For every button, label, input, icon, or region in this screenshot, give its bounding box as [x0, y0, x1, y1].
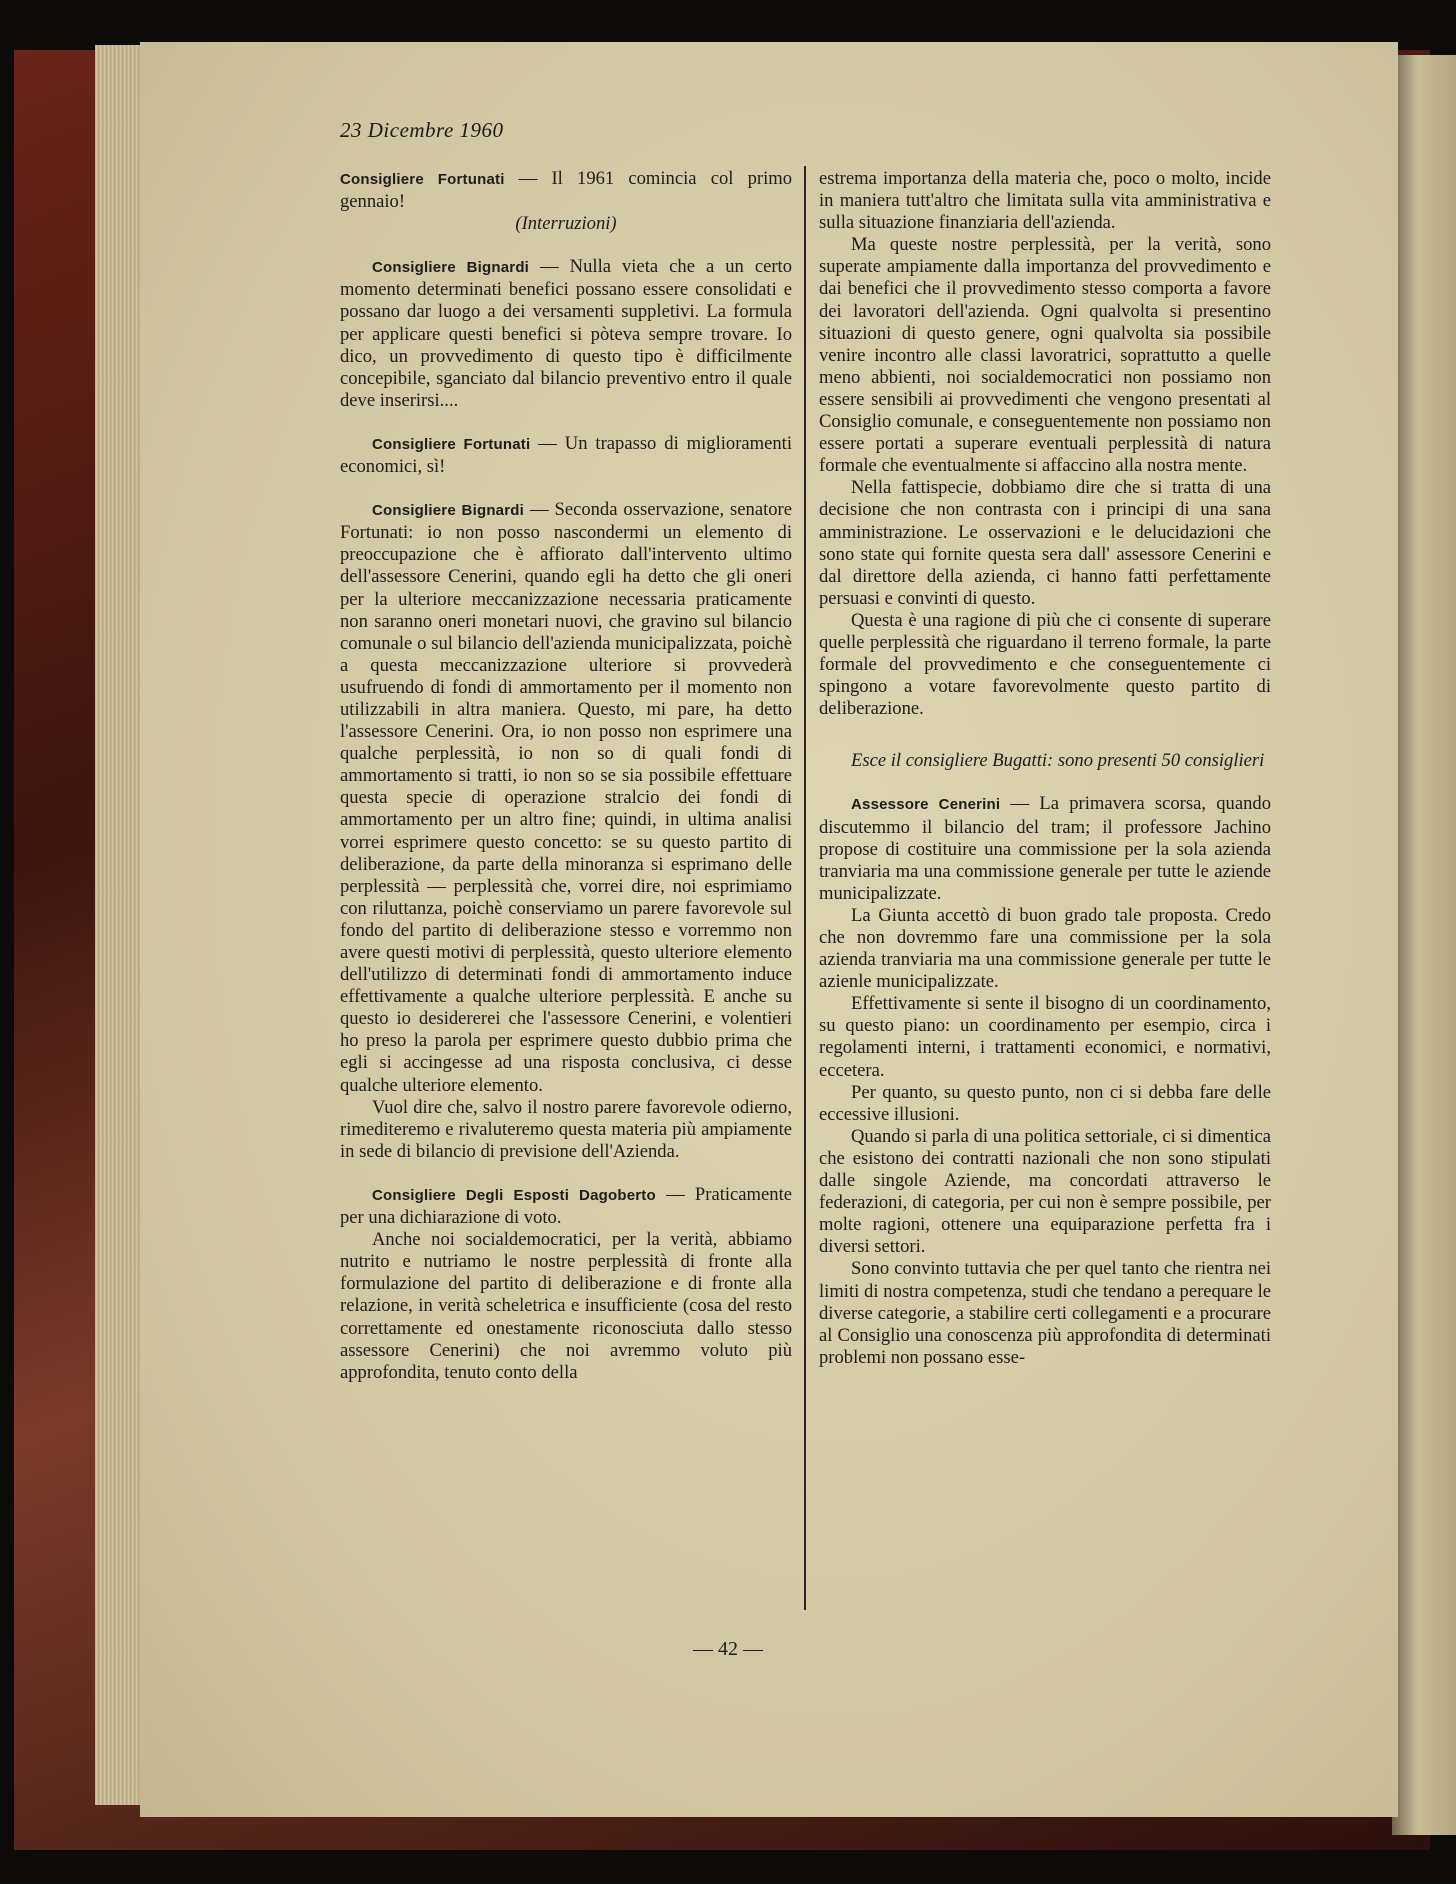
paragraph: Nella fattispecie, dobbiamo dire che si tratta di una decisione che non contrasta con i principi di una sana amministrazione. Le osservazioni e le delucidazioni che sono state qui fornite questa sera dall' assessore Cenerini e dal direttore della azienda, ci hanno fatti perfettamente persuasi e convinti di questo.	[819, 477, 1271, 609]
speaker-name: Assessore Cenerini	[851, 796, 1001, 814]
page-date-header: 23 Dicembre 1960	[340, 118, 504, 142]
right-column	[819, 168, 1271, 1369]
speaker-name: Consigliere Degli Esposti Dagoberto	[372, 1186, 656, 1204]
paragraph-text: — Nulla vieta che a un certo momento determinati benefici possano essere consolidati e possano dar luogo a dei versamenti suppletivi. La formula per applicare questi benefici si pòteva sempre trovare. Io dico, un provvedimento di questo tipo è difficilmente concepibile, sganciato dal bilancio preventivo entro il quale deve inserirsi....	[340, 256, 792, 411]
paragraph: La Giunta accettò di buon grado tale proposta. Credo che non dovremmo fare una commissione per la sola azienda tranviaria ma una commissione generale per tutte le azienle municipalizzate.	[819, 904, 1271, 993]
paragraph: Sono convinto tuttavia che per quel tanto che rientra nei limiti di nostra competenza, studi che tendano a perequare le diverse categorie, a stabilire certi collegamenti e a procurare al Consiglio una conoscenza più approfondita di determinati problemi non possano esse-	[819, 1258, 1271, 1368]
paragraph	[340, 168, 792, 213]
paragraph: Quando si parla di una politica settoriale, ci si dimentica che esistono dei contratti nazionali che non sono stipulati dalle singole Aziende, ma concordati attraverso le federazioni, di categoria, per cui non è sempre possibile, per molte ragioni, ottenere una equiparazione perfetta fra i diversi settori.	[819, 1125, 1271, 1258]
paragraph: estrema importanza della materia che, poco o molto, incide in maniera tutt'altro che limitata sulla vita amministrativa e sulla situazione finanziaria dell'azienda.	[819, 168, 1271, 234]
attendance-note: Esce il consigliere Bugatti: sono presenti 50 consiglieri	[851, 750, 1265, 772]
paragraph	[340, 499, 792, 1097]
paragraph: Effettivamente si sente il bisogno di un coordinamento, su questo piano: un coordinamento per esempio, circa i regolamenti interni, i trattamenti economici, e normativi, eccetera.	[819, 993, 1271, 1081]
column-divider	[804, 166, 806, 1610]
paragraph: Vuol dire che, salvo il nostro parere favorevole odierno, rimediteremo e rivaluteremo questa materia più ampiamente in sede di bilancio di previsione dell'Azienda.	[340, 1096, 792, 1162]
paragraph-text: — Praticamente per una dichiarazione di voto.	[340, 1183, 792, 1229]
paragraph: Questa è una ragione di più che ci consente di superare quelle perplessità che riguardano il terreno formale, la parte formale del provvedimento e che conseguentemente ci spingono a votare favorevolmente questo partito di deliberazione.	[819, 609, 1271, 720]
paragraph-text: — Seconda osservazione, senatore Fortunati: io non posso nascondermi un elemento di preoccupazione che è affiorato dall'intervento ultimo dell'assessore Cenerini, quando egli ha detto che gli oneri per la ulteriore meccanizzazione necessaria praticamente non saranno oneri monetari nuovi, che gravino sul bilancio comunale o sul bilancio dell'azienda municipalizzata, poichè a questa meccanizzazione ulteriore si provvederà usufruendo di fondi di ammortamento per il momento non utilizzabili in altra maniera. Questo, mi pare, ha detto l'assessore Cenerini. Ora, io non posso non esprimere una qualche perplessità, io non so di quali fondi di ammortamento si tratti, io non so se sia possibile effettuare questa specie di operazione stralcio dei fondi di ammortamento per un altro fine; quindi, in ultima analisi vorrei esprimere questo concetto: se su questo partito di deliberazione, da parte della minoranza si esprimano delle perplessità — perplessità che, vorrei dire, noi esprimiamo con riluttanza, poichè conserviamo un parere favorevole sul fondo del partito di deliberazione stesso e vorremmo non avere questi motivi di perplessità, questo ulteriore elemento dell'utilizzo di determinati fondi di ammortamento induce effettivamente a qualche ulteriore perplessità. E anche su questo io desidererei che l'assessore Cenerini, e volentieri ho preso la parola per esprimere questo dubbio prima che egli si accingesse ad una risposta conclusiva, ci desse qualche ulteriore elemento.	[340, 499, 792, 1096]
paragraph: Anche noi socialdemocratici, per la verità, abbiamo nutrito e nutriamo le nostre perplessità di fronte alla formulazione del partito di deliberazione e di fronte alla relazione, in verità scheletrica e insufficiente (cosa del resto correttamente ed onestamente riconosciuta dallo stesso assessore Cenerini) che noi avremmo voluto più approfondita, tenuto conto della	[340, 1229, 792, 1383]
paragraph	[819, 793, 1271, 904]
speaker-name: Consigliere Fortunati	[340, 171, 505, 188]
paragraph: Per quanto, su questo punto, non ci si debba fare delle eccessive illusioni.	[819, 1081, 1271, 1125]
left-column	[340, 168, 792, 1384]
interruption-note: (Interruzioni)	[515, 213, 617, 235]
paragraph-text: — Un trapasso di miglioramenti economici, sì!	[340, 432, 793, 478]
speaker-name: Consigliere Bignardi	[372, 502, 524, 520]
paragraph-text: — La primavera scorsa, quando discutemmo il bilancio del tram; il professore Jachino propose di costituire una commissione per la sola azienda tranviaria ma una commissione generale per tutte le aziende municipalizzate.	[819, 793, 1271, 904]
paragraph	[340, 256, 792, 412]
page-number: — 42 —	[693, 1638, 763, 1660]
speaker-name: Consigliere Bignardi	[372, 259, 530, 277]
paragraph	[340, 433, 792, 478]
paragraph-text: — Il 1961 comincia col primo gennaio!	[340, 168, 792, 213]
paragraph	[340, 1184, 792, 1229]
speaker-name: Consigliere Fortunati	[372, 435, 531, 453]
paragraph: Ma queste nostre perplessità, per la verità, sono superate ampiamente dalla importanza del provvedimento e dai benefici che il provvedimento stesso comporta a favore dei lavoratori dell'azienda. Ogni qualvolta si presentino situazioni di questo genere, ogni qualvolta sia possibile venire incontro alle classi lavoratrici, soprattutto a quelle meno abbienti, noi socialdemocratici non possiamo non essere sensibili ai provvedimenti che vengono presentati al Consiglio comunale, e conseguentemente non possiamo non essere portati a superare eventuali perplessità di natura formale che eventualmente si affaccino alla nostra mente.	[819, 234, 1271, 477]
facing-page-edge	[1392, 55, 1456, 1835]
